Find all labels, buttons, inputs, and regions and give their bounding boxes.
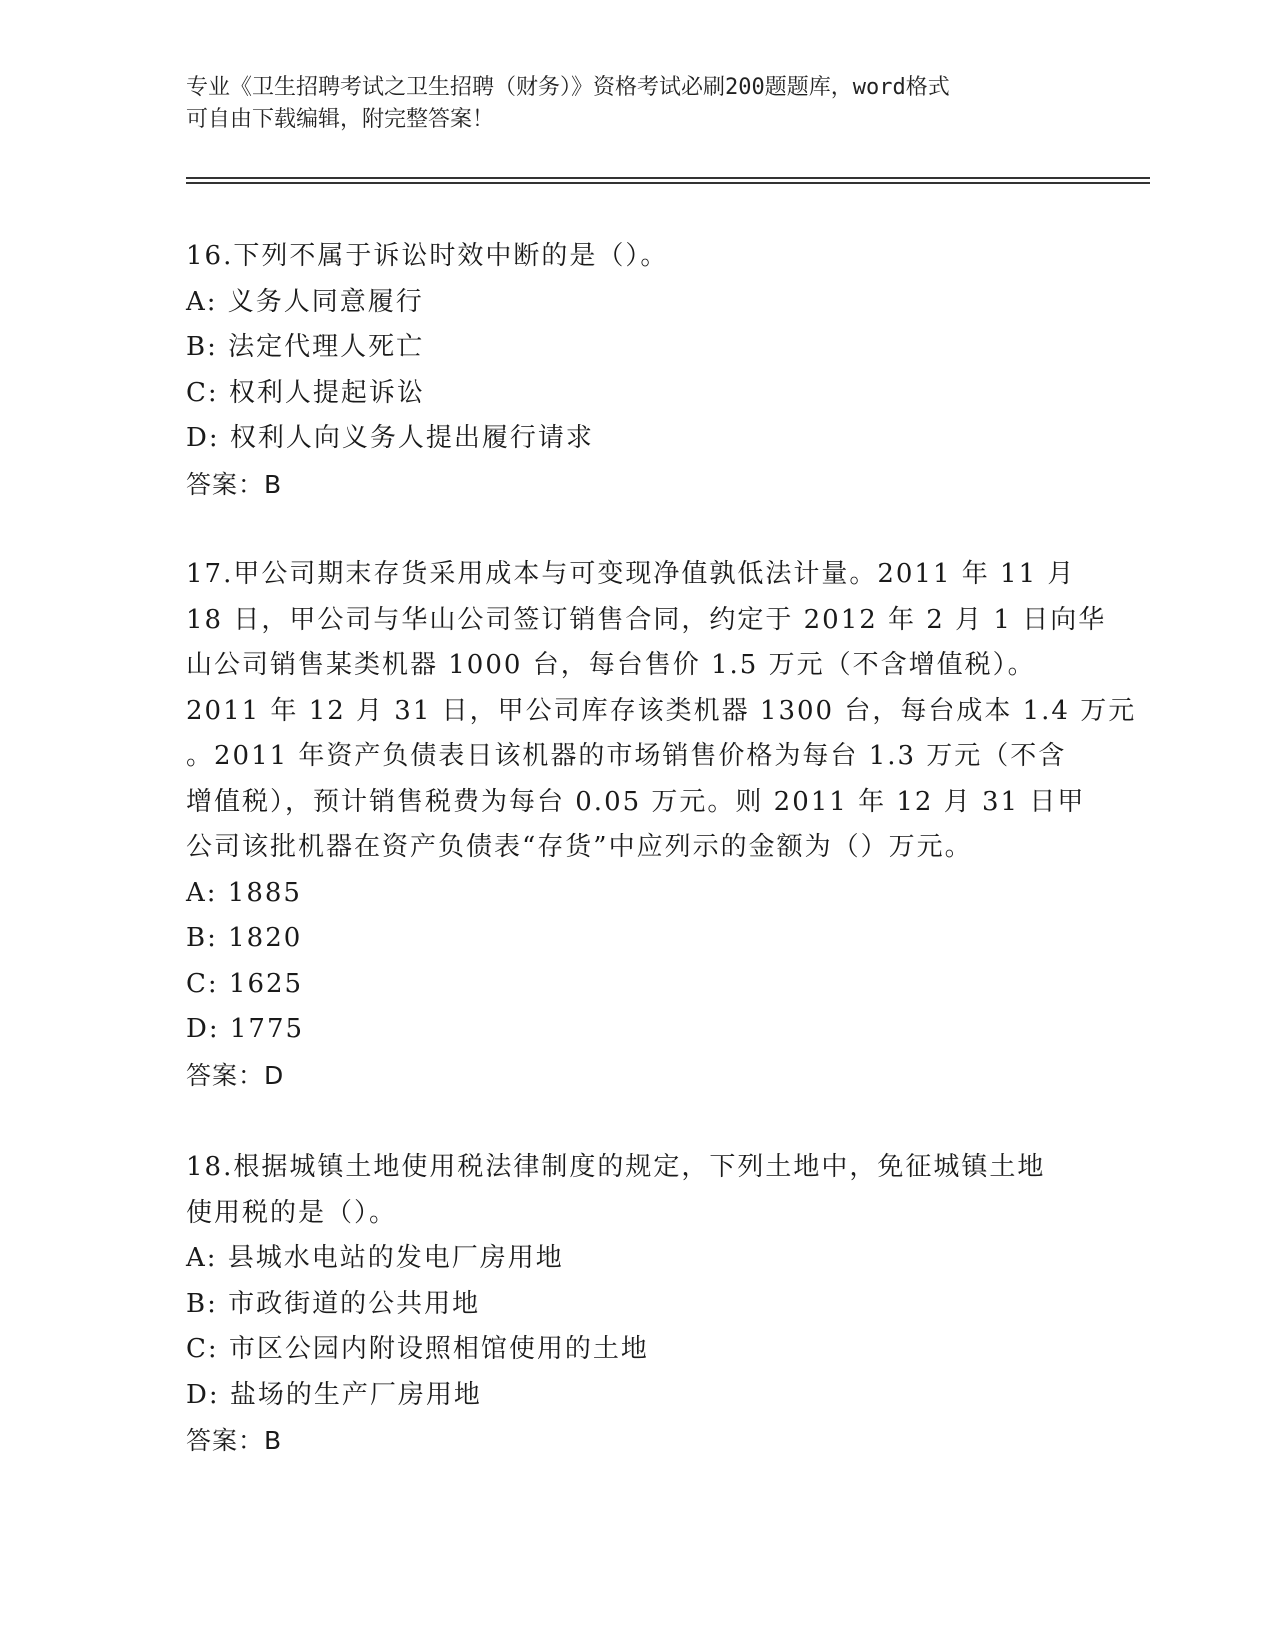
option-d: D: 1775 — [186, 1014, 305, 1044]
header-divider-top — [186, 177, 1150, 179]
question-stem-line: 17.甲公司期末存货采用成本与可变现净值孰低法计量。2011 年 11 月 — [186, 559, 1076, 589]
question-stem-line: 使用税的是（）。 — [186, 1197, 398, 1228]
question-16 — [186, 234, 1086, 507]
answer-label: 答案：D — [186, 1060, 285, 1090]
question-18 — [186, 1145, 1086, 1464]
question-stem-line: 18.根据城镇土地使用税法律制度的规定，下列土地中，免征城镇土地 — [186, 1152, 1046, 1182]
answer-label: 答案：B — [186, 1426, 283, 1455]
header-divider-bottom — [186, 182, 1150, 184]
document-header — [186, 72, 1086, 136]
header-line-1: 专业《卫生招聘考试之卫生招聘（财务）》资格考试必刷200题题库，word格式 — [186, 75, 950, 100]
question-stem-line: 18 日，甲公司与华山公司签订销售合同，约定于 2012 年 2 月 1 日向华 — [186, 604, 1107, 635]
question-stem-line: 增值税），预计销售税费为每台 0.05 万元。则 2011 年 12 月 31 日甲 — [186, 786, 1086, 817]
option-b: B: 法定代理人死亡 — [186, 332, 425, 362]
answer-label: 答案：B — [186, 469, 283, 499]
question-stem-line: 16.下列不属于诉讼时效中断的是（）。 — [186, 241, 669, 271]
question-stem-line: 山公司销售某类机器 1000 台，每台售价 1.5 万元（不含增值税）。 — [186, 650, 1036, 680]
question-stem-line: 。2011 年资产负债表日该机器的市场销售价格为每台 1.3 万元（不含 — [186, 741, 1067, 771]
option-c: C: 权利人提起诉讼 — [186, 377, 425, 408]
option-b: B: 市政街道的公共用地 — [186, 1288, 481, 1319]
question-stem-line: 公司该批机器在资产负债表“存货”中应列示的金额为（）万元。 — [186, 832, 973, 862]
option-c: C: 1625 — [186, 968, 304, 999]
question-17 — [186, 552, 1137, 1098]
option-a: A: 县城水电站的发电厂房用地 — [186, 1243, 564, 1273]
option-a: A: 1885 — [186, 877, 302, 908]
option-a: A: 义务人同意履行 — [186, 286, 424, 317]
option-d: D: 盐场的生产厂房用地 — [186, 1379, 482, 1410]
option-c: C: 市区公园内附设照相馆使用的土地 — [186, 1334, 649, 1364]
question-stem-line: 2011 年 12 月 31 日，甲公司库存该类机器 1300 台，每台成本 1.4 万元 — [186, 695, 1137, 726]
option-d: D: 权利人向义务人提出履行请求 — [186, 423, 594, 453]
header-line-2: 可自由下载编辑，附完整答案！ — [186, 107, 495, 132]
option-b: B: 1820 — [186, 923, 303, 953]
